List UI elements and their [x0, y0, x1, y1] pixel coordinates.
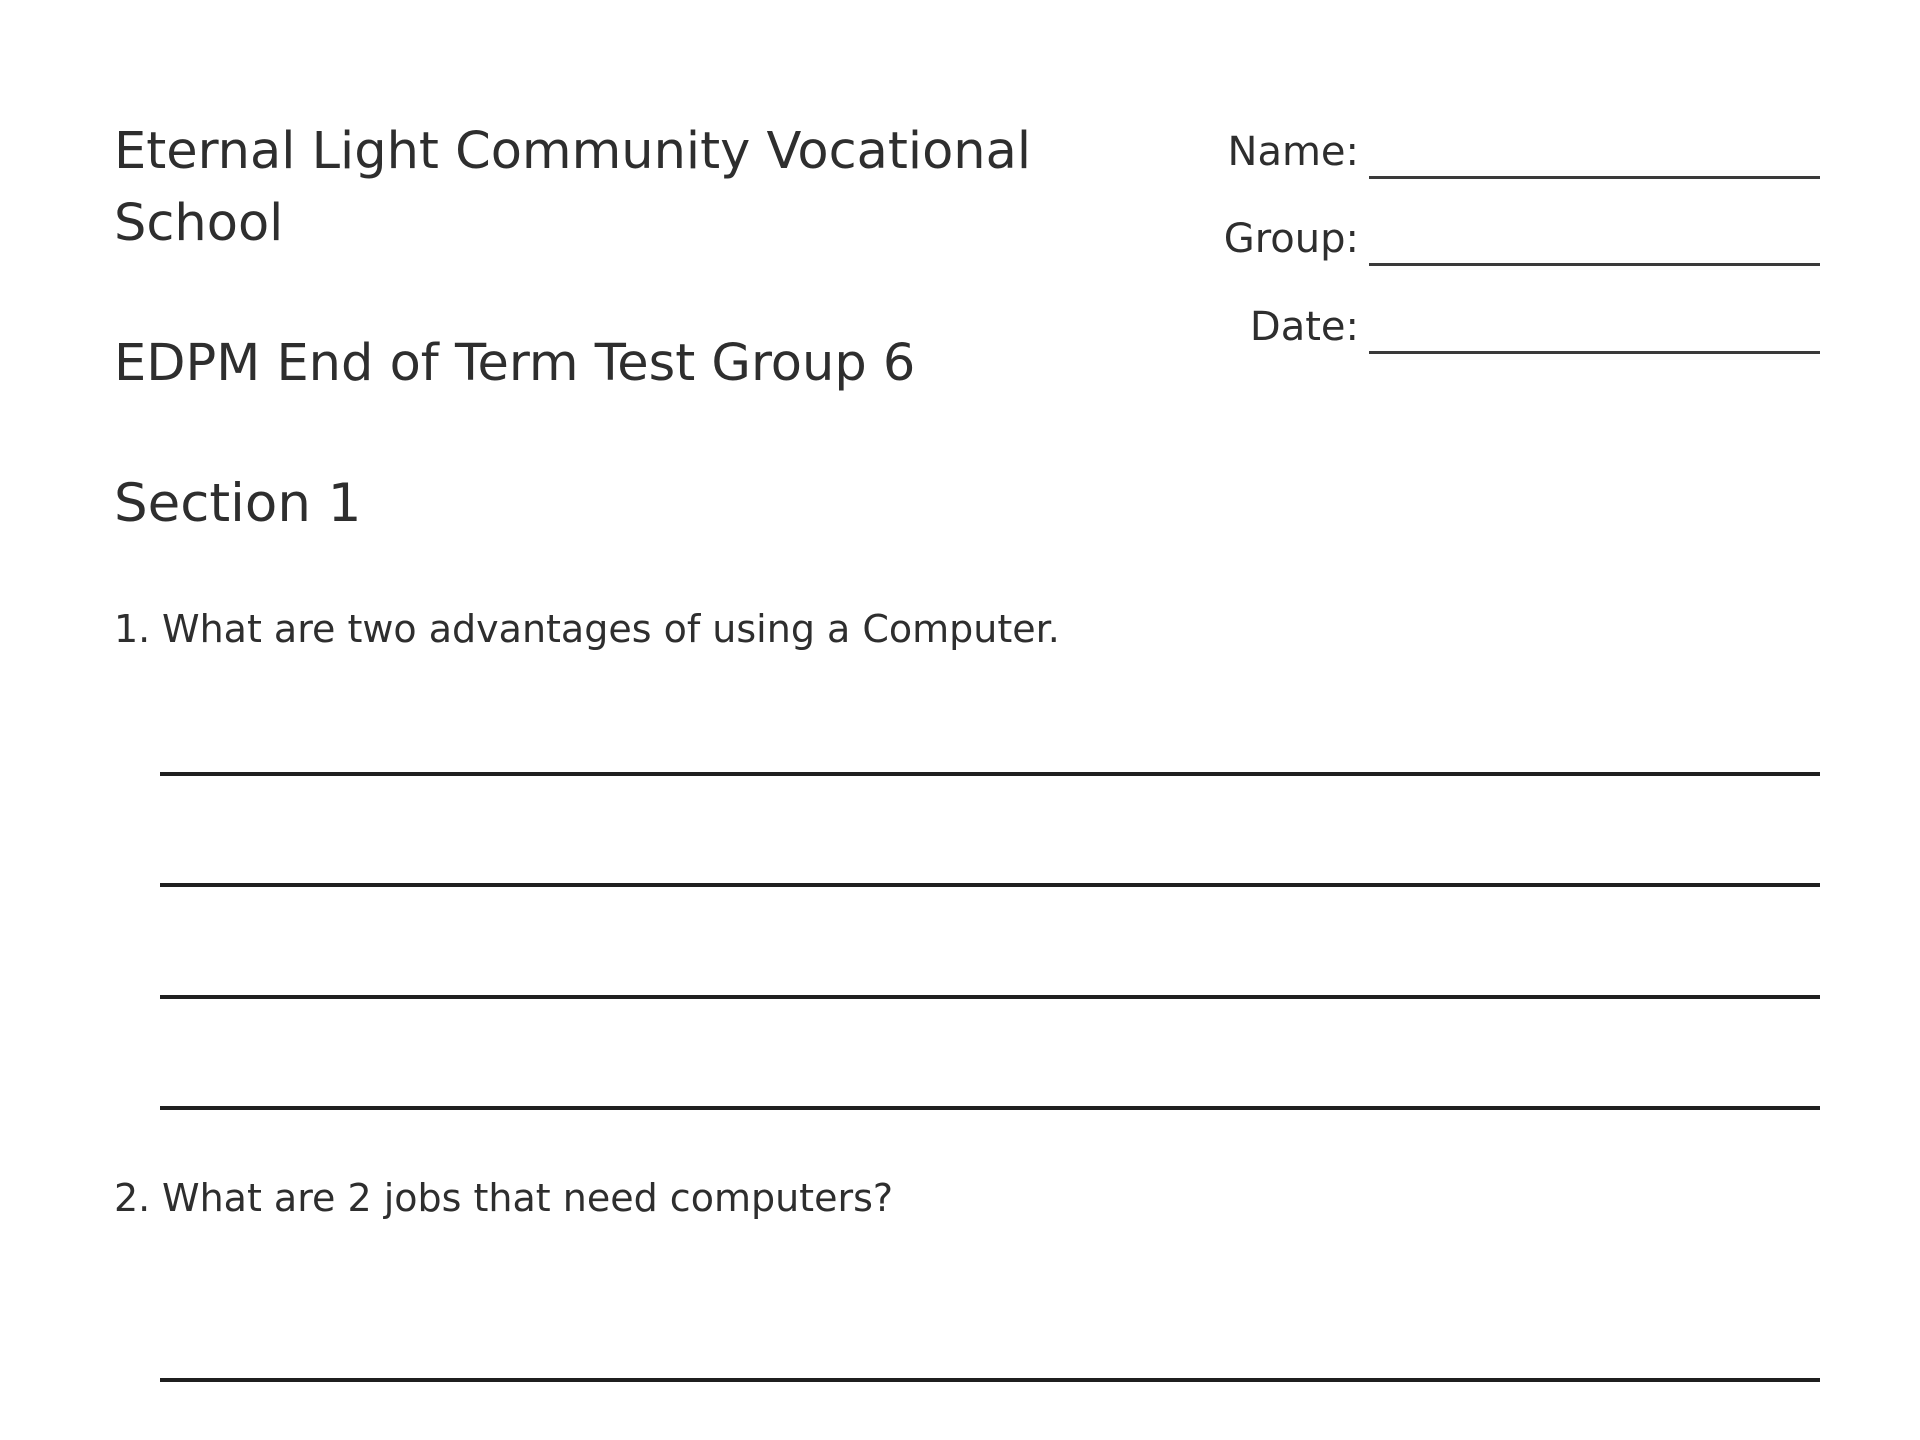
group-label: Group: [1223, 216, 1359, 262]
question-1-number: 1. [114, 607, 151, 651]
school-name: Eternal Light Community Vocational School [114, 122, 1032, 253]
section-title: Section 1 [114, 473, 362, 534]
question-2-number: 2. [114, 1176, 151, 1220]
answer-line[interactable] [160, 995, 1820, 999]
date-line[interactable] [1369, 351, 1820, 354]
question-1 [114, 601, 1060, 657]
question-2 [114, 1170, 893, 1226]
date-label: Date: [1249, 304, 1359, 350]
question-2-text: What are 2 jobs that need computers? [162, 1176, 894, 1220]
group-field[interactable] [1190, 209, 1820, 269]
answer-line[interactable] [160, 883, 1820, 887]
test-title: EDPM End of Term Test Group 6 [114, 334, 916, 393]
name-line[interactable] [1369, 176, 1820, 179]
answer-line[interactable] [160, 1106, 1820, 1110]
answer-line[interactable] [160, 772, 1820, 776]
name-field[interactable] [1190, 122, 1820, 182]
answer-line[interactable] [160, 1378, 1820, 1382]
group-line[interactable] [1369, 263, 1820, 266]
date-field[interactable] [1190, 297, 1820, 357]
name-label: Name: [1227, 129, 1359, 175]
question-1-text: What are two advantages of using a Computer. [162, 607, 1060, 651]
